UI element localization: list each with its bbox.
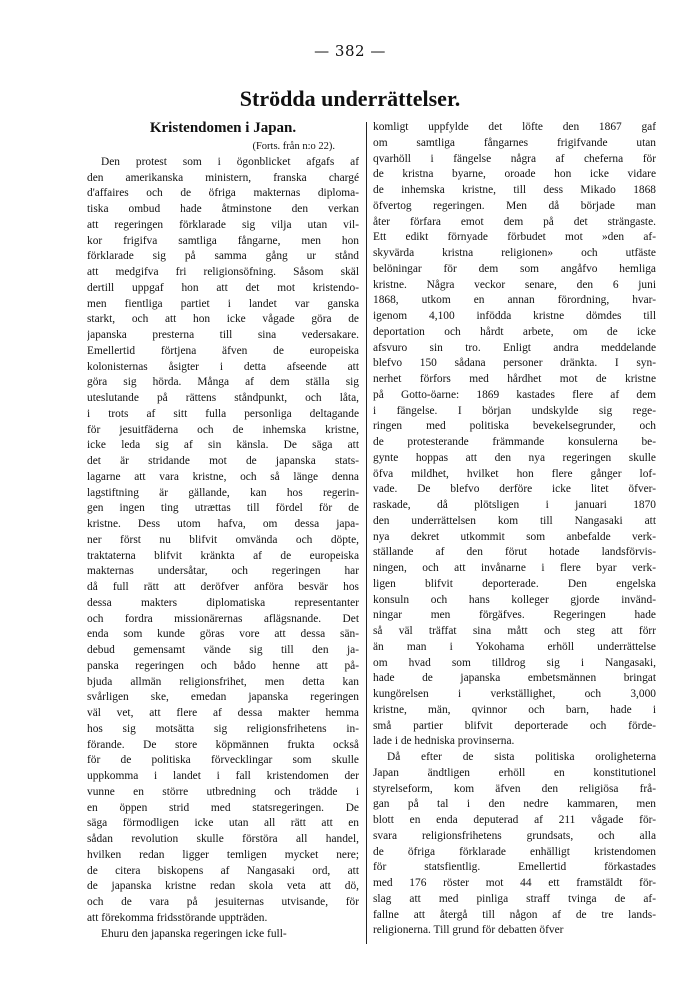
text-line: Japan ändtligen erhöll en konstitutionel: [373, 766, 656, 779]
text-line: hade de japanska embetsmännen bringat: [373, 672, 656, 685]
text-line: och de vara på jesuiternas utvisande, för: [87, 896, 359, 908]
text-line: så väl träffat sina mått och steg att förr: [373, 625, 656, 637]
text-line: med 176 röster mot 44 ett framstäldt för-: [373, 877, 656, 889]
text-line: kristne, män, qvinnor och barn, hade i: [373, 703, 656, 716]
text-line: svara religionsfrihetens grundsats, och alla: [373, 829, 656, 842]
text-line: Emellertid förtjena äfven de europeiska: [87, 344, 359, 357]
text-line: fallne att återgå till någon af de tre lands-: [373, 908, 656, 921]
text-line: Ehuru den japanska regeringen icke full-: [101, 927, 287, 940]
text-line: d'affaires och de öfriga makternas diploma-: [87, 187, 359, 200]
text-line: ringen med politiska bevekelsegrunder, och: [373, 420, 656, 433]
text-line: för jesuitfäderna och de inhemska kristne,: [87, 423, 359, 436]
text-line: icke leda sig af sin känsla. De säga att: [87, 439, 359, 452]
text-line: traktaterna blifvit kränkta af de europeiska: [87, 549, 359, 562]
text-line: de protesterande främmande konsulerna be-: [373, 436, 656, 448]
text-line: dessa makters diplomatiska representanter: [87, 596, 359, 609]
text-line: lagarne att vara kristne, och så länge denna: [87, 470, 359, 483]
text-line: uteslutande på rättens ståndpunkt, och låta,: [87, 392, 359, 404]
text-line: nya dekret utkommit som anbefalde verk-: [373, 530, 656, 543]
text-line: vunne en större utbredning och trädde i: [87, 785, 359, 798]
right-column: [373, 120, 656, 939]
text-line: väl vet, att flere af dessa makter hemma: [87, 707, 359, 719]
text-line: ningen, och att invånarne i flere byar verk-: [373, 562, 656, 574]
text-line: att medgifva fri religionsöfning. Såsom skäl: [87, 266, 359, 278]
text-line: små partier blifvit deporterade och förde-: [373, 719, 656, 732]
text-line: Då efter de sista politiska oroligheterna: [387, 751, 656, 763]
text-line: förande. De store köpmännen frukta också: [87, 738, 359, 751]
text-line: hos sig motsätta sig religionsfrihetens in-: [87, 722, 359, 735]
text-line: lagstiftning är gällande, kan hos regerin-: [87, 486, 359, 499]
text-line: i fängelse. I början undskylde sig rege-: [373, 404, 656, 417]
text-line: ställande af den förut hotade landsförvis-: [373, 546, 656, 559]
text-line: kungörelsen i verkställighet, och 3,000: [373, 688, 656, 700]
text-line: än man i Yokohama erhöll underrättelse: [373, 640, 656, 653]
text-line: ligen blifvit deporterade. Den engelska: [373, 577, 656, 590]
text-line: och fordra missionärernas aflägsnande. Det: [87, 612, 359, 625]
text-line: uppkomma i landet i fall kristendomen der: [87, 770, 359, 782]
text-line: starkt, och att hon icke vågade göra de: [87, 313, 359, 326]
text-line: i trots af sitt fulla personliga deltagande: [87, 407, 359, 420]
text-line: kristne. Några veckor senare, den 6 juni: [373, 278, 656, 291]
text-line: för de politiska förvecklingar som skulle: [87, 754, 359, 767]
text-line: slag att med pinliga straff tvinga de af-: [373, 892, 656, 905]
text-line: raskade, då plötsligen i januari 1870: [373, 499, 656, 511]
text-line: konsuln och hans kolleger gjorde invänd-: [373, 593, 656, 606]
text-line: igenom 4,100 infödda kristne dömdes till: [373, 310, 656, 322]
text-line: göra sig hörda. Många af dem ställa sig: [87, 376, 359, 389]
text-line: att regeringen förklarade sig vilja utan vil-: [87, 218, 359, 231]
text-line: komligt uppfylde det löfte den 1867 gaf: [373, 121, 656, 133]
text-line: panska regeringen och bådo henne att på-: [87, 659, 359, 672]
column-divider: [366, 122, 367, 944]
continuation-note: (Forts. från n:o 22).: [252, 141, 335, 152]
text-line: ningar men förgäfves. Regeringen hade: [373, 609, 656, 622]
text-line: vade. De blefvo derföre icke litet öfver-: [373, 483, 656, 496]
text-line: styrelseform, kom äfven den religiösa frå-: [373, 782, 656, 795]
section-title: Strödda underrättelser.: [239, 86, 461, 111]
text-line: hvilken redan ligger temligen mycket nere;: [87, 848, 359, 861]
text-line: nerhet förfors med hårdhet mot de kristne: [373, 373, 656, 385]
text-line: de öfriga förklarade enhälligt kristendomen: [373, 845, 656, 858]
text-line: Ett edikt förnyade förbudet mot »den af-: [373, 231, 656, 244]
text-line: för statsfientlig. Emellertid förkastades: [373, 861, 656, 874]
text-line: de inhemska kristne, till dess Mikado 1868: [373, 184, 656, 196]
text-line: öfvertog regeringen. Men då började man: [373, 199, 656, 212]
text-line: öfva mildhet, hvilket hon flere gånger lof-: [373, 467, 656, 480]
text-line: då full rätt att deröfver anföra besvär hos: [87, 581, 359, 593]
text-line: sådan revolution skulle förstöra all handel,: [87, 833, 359, 845]
text-line: kolonisternas åsigter i detta afseende att: [87, 360, 359, 373]
text-line: på Gotto-öarne: 1869 kastades flere af dem: [373, 388, 656, 401]
text-line: debud gemensamt vände sig till den ja-: [87, 644, 359, 656]
text-line: svårligen ske, emedan japanska regeringen: [87, 691, 359, 704]
text-line: belöningar för dem som angåfvo hemliga: [373, 262, 656, 275]
text-line: ner först nu blifvit omvända och döpte,: [87, 533, 359, 546]
text-line: skyvärda kristna religionen» och utfäste: [373, 247, 656, 259]
text-line: de kristna byarne, oroade hon icke vidare: [373, 168, 656, 181]
text-line: gynte hoppas att den nya regeringen skulle: [373, 451, 656, 464]
text-line: en öppen strid med statsregeringen. De: [87, 801, 359, 814]
text-line: den underrättelsen kom till Nangasaki att: [373, 514, 656, 527]
text-line: de citera biskopens af Nangasaki ord, att: [87, 864, 359, 877]
text-line: förklarade sig på samma gång ur stånd: [87, 250, 359, 263]
text-line: om hvad som tilldrog sig i Nangasaki,: [373, 656, 656, 669]
text-line: tiska ombud hade åtminstone den verkan: [87, 203, 359, 215]
text-line: åter förfara emot dem på det strängaste.: [373, 215, 656, 228]
text-line: kristne. Dess utom hafva, om dessa japa-: [87, 518, 359, 530]
text-line: japanska presterna till sina vedersakare.: [87, 329, 359, 341]
text-line: dertill uppgaf hon att det mot kristendo-: [87, 281, 359, 294]
text-line: kor frigifva samtliga fångarne, men hon: [87, 234, 359, 247]
text-line: 1868, utkom en annan förordning, hvar-: [373, 294, 656, 307]
text-line: att förekomma fridsstörande uppträden.: [87, 911, 268, 924]
page-number: — 382 —: [314, 42, 386, 60]
left-column: [87, 120, 359, 942]
text-line: qvarhöll i fängelse några af cheferna för: [373, 152, 656, 165]
text-line: men fientliga partiet i landet var ganska: [87, 297, 359, 310]
text-line: säga förmodligen icke utan all rätt att en: [87, 817, 359, 830]
text-line: blott en enda deputerad af 211 vågade för-: [373, 814, 656, 826]
text-line: afsvuro sin tro. Enligt andra meddelande: [373, 341, 656, 354]
left-column-text: [87, 155, 359, 943]
text-line: gan på tal i den nedre kammaren, men: [373, 798, 656, 811]
article-title: Kristendomen i Japan.: [149, 120, 297, 136]
right-column-text: [373, 120, 656, 939]
text-line: gen ingen ting utrættas till fördel för de: [87, 502, 359, 515]
text-line: deportation och hårdt arbete, om de icke: [373, 325, 656, 338]
text-line: de japanska kristne redan skola veta att dö,: [87, 880, 359, 893]
text-line: den amerikanska ministern, franska chargé: [87, 171, 359, 184]
text-line: Den protest som i ögonblicket afgafs af: [101, 155, 359, 168]
text-line: blefvo 150 sådana personer dränkta. I syn-: [373, 357, 656, 370]
text-line: det är stridande mot de japanska stats-: [87, 455, 359, 467]
text-line: religionerna. Till grund för debatten öfver: [373, 924, 564, 937]
text-line: enda som kunde göras vore att dessa sän-: [87, 628, 359, 641]
text-line: om samtliga fångarnes frigifvande utan: [373, 136, 656, 149]
text-line: lade i de hedniska provinserna.: [373, 735, 515, 748]
text-line: bjuda allmän religionsfrihet, men detta kan: [87, 675, 359, 688]
text-line: makternas undersåtar, och regeringen har: [87, 565, 359, 578]
